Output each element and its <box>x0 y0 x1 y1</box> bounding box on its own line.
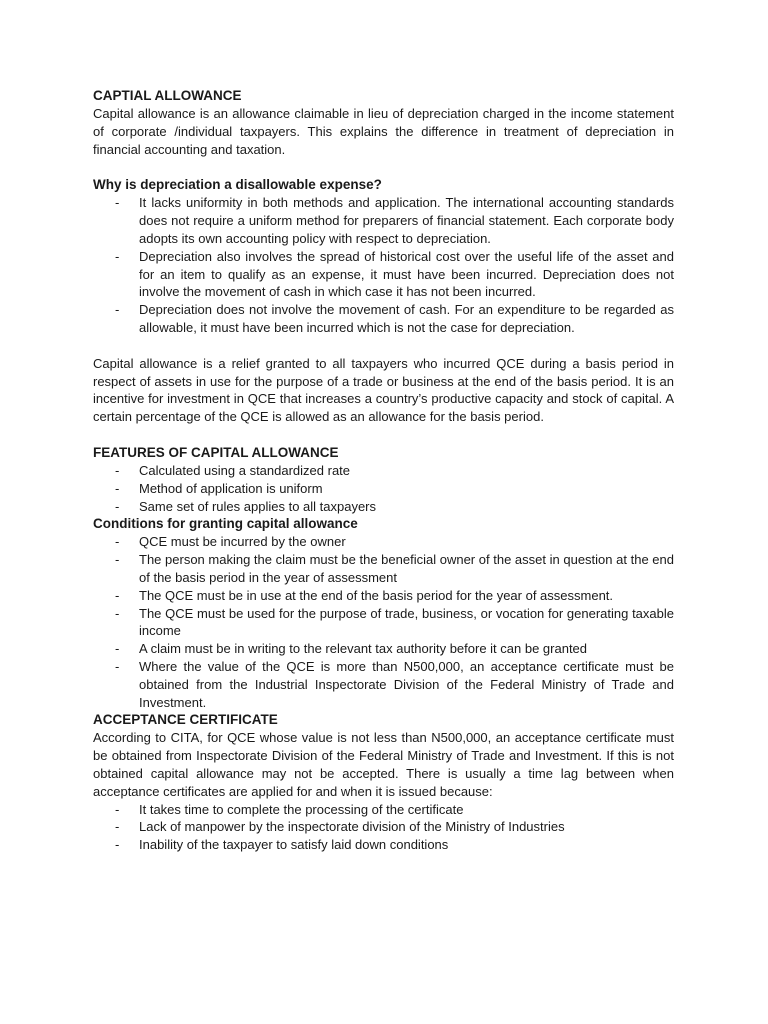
list-item: - Depreciation also involves the spread of historical cost over the useful life of the asset and for an item to qualify as an expense, it must have been incurred. Depreciation does not involve the movement of cash in which case it has not been incurred. <box>115 248 674 300</box>
dash-bullet: - <box>115 837 120 853</box>
list-item: - Where the value of the QCE is more than N500,000, an acceptance certificate must be obtained from the Industrial Inspectorate Division of the Federal Ministry of Trade and Investment. <box>115 658 674 710</box>
dash-bullet: - <box>115 552 120 568</box>
list-item: - Same set of rules applies to all taxpayers <box>115 498 377 514</box>
dash-bullet: - <box>115 605 120 621</box>
dash-bullet: - <box>115 195 120 211</box>
heading-acceptance-certificate: ACCEPTANCE CERTIFICATE <box>93 712 278 728</box>
dash-bullet: - <box>115 819 120 835</box>
list-why-disallowable <box>93 194 674 336</box>
dash-bullet: - <box>115 658 120 674</box>
document-page <box>93 87 674 854</box>
list-item: - The QCE must be in use at the end of the basis period for the year of assessment. <box>115 587 614 603</box>
list-item: - Inability of the taxpayer to satisfy laid down conditions <box>115 837 449 853</box>
list-item: - Depreciation does not involve the movement of cash. For an expenditure to be regarded as allowable, it must have been incurred which is not the case for depreciation. <box>115 302 674 335</box>
heading-why-disallowable: Why is depreciation a disallowable expense? <box>93 177 382 193</box>
heading-features: FEATURES OF CAPITAL ALLOWANCE <box>93 444 339 460</box>
list-features <box>93 462 674 515</box>
paragraph-intro: Capital allowance is an allowance claimable in lieu of depreciation charged in the income statement of corporate /individual taxpayers. This explains the difference in treatment of depreciation in financial accounting and taxation. <box>93 106 674 157</box>
dash-bullet: - <box>115 641 120 657</box>
list-acceptance-reasons <box>93 801 674 854</box>
list-item: - The QCE must be used for the purpose of trade, business, or vocation for generating taxable income <box>115 605 674 639</box>
heading-capital-allowance: CAPTIAL ALLOWANCE <box>93 88 242 103</box>
list-item: - A claim must be in writing to the relevant tax authority before it can be granted <box>115 641 588 657</box>
dash-bullet: - <box>115 302 120 318</box>
dash-bullet: - <box>115 498 120 514</box>
list-item: - Lack of manpower by the inspectorate division of the Ministry of Industries <box>115 819 565 835</box>
dash-bullet: - <box>115 801 120 817</box>
list-item: - QCE must be incurred by the owner <box>115 534 346 550</box>
dash-bullet: - <box>115 462 120 478</box>
list-item: - Calculated using a standardized rate <box>115 462 351 478</box>
list-conditions <box>93 533 674 711</box>
paragraph-acceptance: According to CITA, for QCE whose value is not less than N500,000, an acceptance certificate must be obtained from Inspectorate Division of the Federal Ministry of Trade and Investment. If this is not obtained capital allowance may not be accepted. There is usually a time lag between when acceptance certificates are applied for and when it is issued because: <box>93 730 674 799</box>
dash-bullet: - <box>115 534 120 550</box>
list-item: - It takes time to complete the processing of the certificate <box>115 801 464 817</box>
paragraph-relief: Capital allowance is a relief granted to all taxpayers who incurred QCE during a basis period in respect of assets in use for the purpose of a trade or business at the end of the basis period. It is an incentive for investment in QCE that increases a country’s productive capacity and stock of capital. A certain percentage of the QCE is allowed as an allowance for the basis period. <box>93 355 674 425</box>
list-item: - The person making the claim must be the beneficial owner of the asset in question at the end of the basis period in the year of assessment <box>115 552 674 585</box>
dash-bullet: - <box>115 587 120 603</box>
dash-bullet: - <box>115 480 120 496</box>
heading-conditions: Conditions for granting capital allowance <box>93 516 358 532</box>
list-item: - Method of application is uniform <box>115 480 323 496</box>
dash-bullet: - <box>115 248 120 264</box>
list-item: - It lacks uniformity in both methods and application. The international accounting standards does not require a uniform method for preparers of financial statement. Each corporate body adopts its own accounting policy with respect to depreciation. <box>115 195 674 246</box>
